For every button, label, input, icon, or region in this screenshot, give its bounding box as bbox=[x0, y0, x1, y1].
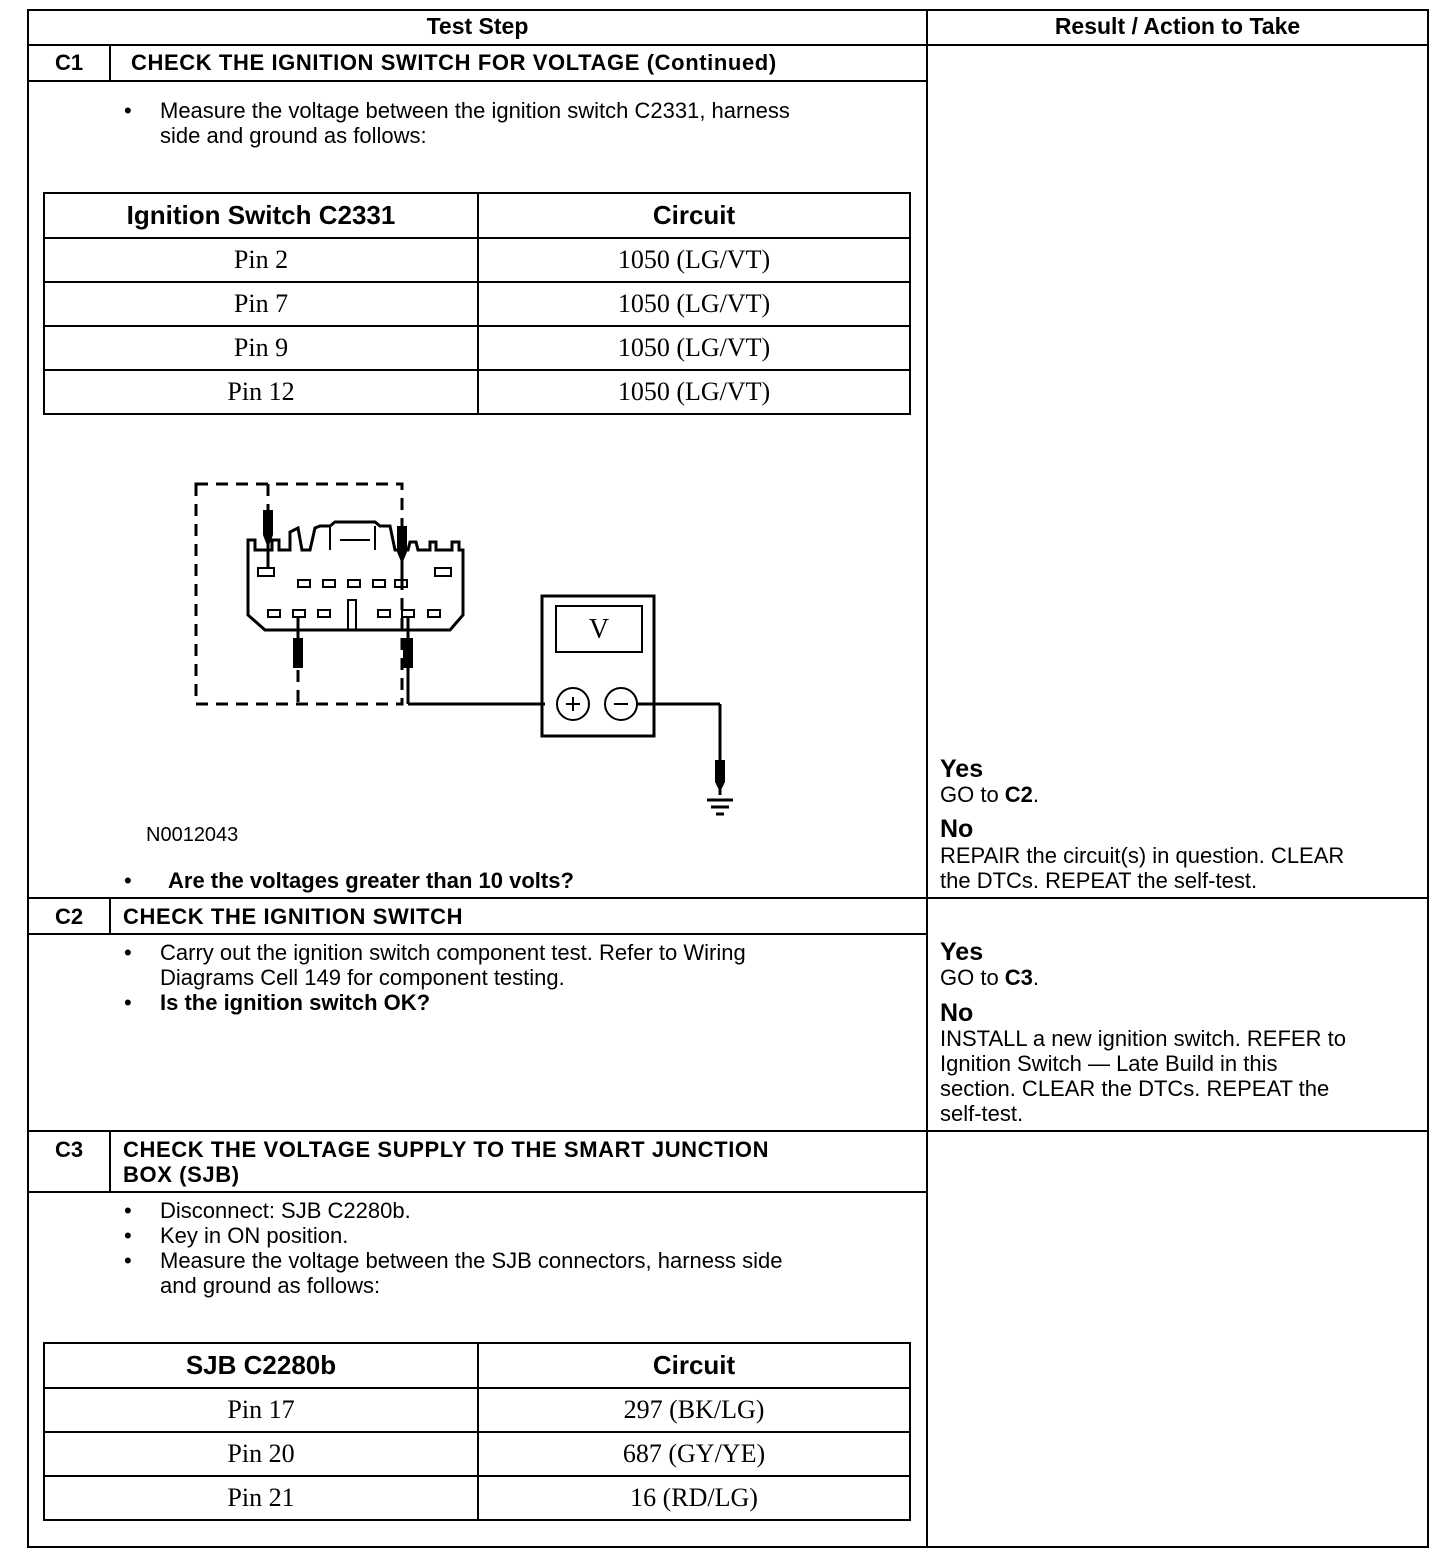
table-row bbox=[44, 1476, 910, 1520]
c3-table-header-connector: SJB C2280b bbox=[44, 1343, 478, 1388]
bullet-dot: • bbox=[124, 98, 132, 123]
c3-circuit-cell: 297 (BK/LG) bbox=[478, 1388, 910, 1432]
c1-table-header-switch: Ignition Switch C2331 bbox=[44, 193, 478, 238]
table-border-left bbox=[27, 9, 29, 1548]
c1-yes-action bbox=[940, 782, 1039, 807]
c1-no-line2: the DTCs. REPEAT the self-test. bbox=[940, 868, 1258, 893]
c3-bullet1-text: Disconnect: SJB C2280b. bbox=[160, 1198, 411, 1223]
c2-title-bottom-line bbox=[27, 933, 928, 935]
c1-step-id: C1 bbox=[54, 50, 84, 75]
c1-figure-id: N0012043 bbox=[146, 824, 239, 846]
c1-bullet-line2: side and ground as follows: bbox=[160, 123, 427, 148]
header-test-step: Test Step bbox=[426, 13, 529, 39]
c1-pin-table bbox=[43, 192, 911, 415]
c2-no-line3: section. CLEAR the DTCs. REPEAT the bbox=[940, 1076, 1330, 1101]
c1-circuit-cell: 1050 (LG/VT) bbox=[478, 370, 910, 414]
bullet-dot: • bbox=[124, 1223, 132, 1248]
c1-no-line1: REPAIR the circuit(s) in question. CLEAR bbox=[940, 843, 1345, 868]
table-row bbox=[44, 1432, 910, 1476]
c1-pin-cell: Pin 12 bbox=[44, 370, 478, 414]
c2-no-label: No bbox=[940, 999, 974, 1027]
c3-pin-cell: Pin 17 bbox=[44, 1388, 478, 1432]
c2-bullet-line2: Diagrams Cell 149 for component testing. bbox=[160, 965, 565, 990]
c3-top-line bbox=[27, 1130, 1429, 1132]
voltmeter-label: V bbox=[588, 614, 610, 645]
c3-circuit-cell: 687 (GY/YE) bbox=[478, 1432, 910, 1476]
table-row bbox=[44, 282, 910, 326]
c1-circuit-cell: 1050 (LG/VT) bbox=[478, 326, 910, 370]
c3-id-divider bbox=[109, 1130, 111, 1193]
table-row bbox=[44, 238, 910, 282]
harness-dashed-outline bbox=[196, 484, 408, 704]
table-border-bottom bbox=[27, 1546, 1429, 1548]
c2-top-line bbox=[27, 897, 1429, 899]
c3-bullet-disconnect bbox=[124, 1198, 914, 1223]
c2-yes-action bbox=[940, 965, 1039, 990]
connector-voltmeter-diagram bbox=[180, 470, 760, 830]
c1-yes-suffix: . bbox=[1032, 782, 1040, 807]
bullet-dot: • bbox=[124, 990, 132, 1015]
c2-step-title: CHECK THE IGNITION SWITCH bbox=[123, 904, 464, 929]
c1-pin-cell: Pin 7 bbox=[44, 282, 478, 326]
c3-pin-cell: Pin 20 bbox=[44, 1432, 478, 1476]
c3-pin-table bbox=[43, 1342, 911, 1521]
c1-circuit-cell: 1050 (LG/VT) bbox=[478, 238, 910, 282]
c2-bullet-line1: Carry out the ignition switch component test. Refer to Wiring bbox=[160, 940, 746, 965]
c3-step-title-line2: BOX (SJB) bbox=[123, 1162, 240, 1187]
c2-step-id: C2 bbox=[54, 904, 84, 929]
c1-circuit-cell: 1050 (LG/VT) bbox=[478, 282, 910, 326]
c1-pin-cell: Pin 9 bbox=[44, 326, 478, 370]
bullet-dot: • bbox=[124, 868, 132, 893]
c1-bullet-measure bbox=[124, 98, 914, 148]
c1-no-label: No bbox=[940, 815, 974, 843]
c2-yes-label: Yes bbox=[940, 938, 984, 966]
c3-circuit-cell: 16 (RD/LG) bbox=[478, 1476, 910, 1520]
c3-bullet3-line2: and ground as follows: bbox=[160, 1273, 381, 1298]
table-row bbox=[44, 1388, 910, 1432]
c2-no-line1: INSTALL a new ignition switch. REFER to bbox=[940, 1026, 1346, 1051]
c2-no-line4: self-test. bbox=[940, 1101, 1024, 1126]
header-result-action: Result / Action to Take bbox=[1054, 13, 1301, 39]
c1-step-title: CHECK THE IGNITION SWITCH FOR VOLTAGE (Continued) bbox=[131, 50, 777, 75]
c3-bullet2-text: Key in ON position. bbox=[160, 1223, 349, 1248]
c1-question-text: Are the voltages greater than 10 volts? bbox=[168, 868, 574, 893]
c2-no-line2: Ignition Switch — Late Build in this bbox=[940, 1051, 1278, 1076]
column-divider bbox=[926, 9, 928, 1548]
c1-bullet-line1: Measure the voltage between the ignition switch C2331, harness bbox=[160, 98, 790, 123]
bullet-dot: • bbox=[124, 1198, 132, 1223]
c1-title-bottom-line bbox=[27, 80, 928, 82]
c3-step-id: C3 bbox=[54, 1137, 84, 1162]
table-row bbox=[44, 326, 910, 370]
c3-bullet-measure bbox=[124, 1248, 914, 1298]
c1-yes-prefix: GO to bbox=[940, 782, 1005, 807]
c2-bullet-component-test bbox=[124, 940, 914, 990]
c1-id-divider bbox=[109, 44, 111, 82]
c2-question bbox=[124, 990, 914, 1015]
c3-pin-cell: Pin 21 bbox=[44, 1476, 478, 1520]
c3-bullet-key-on bbox=[124, 1223, 914, 1248]
c1-question bbox=[124, 868, 914, 893]
table-border-top bbox=[27, 9, 1429, 11]
c3-title-bottom-line bbox=[27, 1191, 928, 1193]
ground-icon bbox=[707, 800, 733, 814]
c1-yes-label: Yes bbox=[940, 755, 984, 783]
c2-yes-suffix: . bbox=[1032, 965, 1040, 990]
bullet-dot: • bbox=[124, 940, 132, 965]
c3-bullet3-line1: Measure the voltage between the SJB connectors, harness side bbox=[160, 1248, 783, 1273]
c2-question-text: Is the ignition switch OK? bbox=[160, 990, 431, 1015]
c2-yes-target: C3 bbox=[1004, 965, 1033, 990]
c1-table-header-circuit: Circuit bbox=[478, 193, 910, 238]
c1-pin-cell: Pin 2 bbox=[44, 238, 478, 282]
c3-table-header-circuit: Circuit bbox=[478, 1343, 910, 1388]
c3-step-title-line1: CHECK THE VOLTAGE SUPPLY TO THE SMART JUNCTION bbox=[123, 1137, 770, 1162]
table-border-right bbox=[1427, 9, 1429, 1548]
bullet-dot: • bbox=[124, 1248, 132, 1273]
table-row bbox=[44, 370, 910, 414]
c2-id-divider bbox=[109, 897, 111, 935]
c1-yes-target: C2 bbox=[1004, 782, 1033, 807]
c2-yes-prefix: GO to bbox=[940, 965, 1005, 990]
header-bottom-line bbox=[27, 44, 1429, 46]
